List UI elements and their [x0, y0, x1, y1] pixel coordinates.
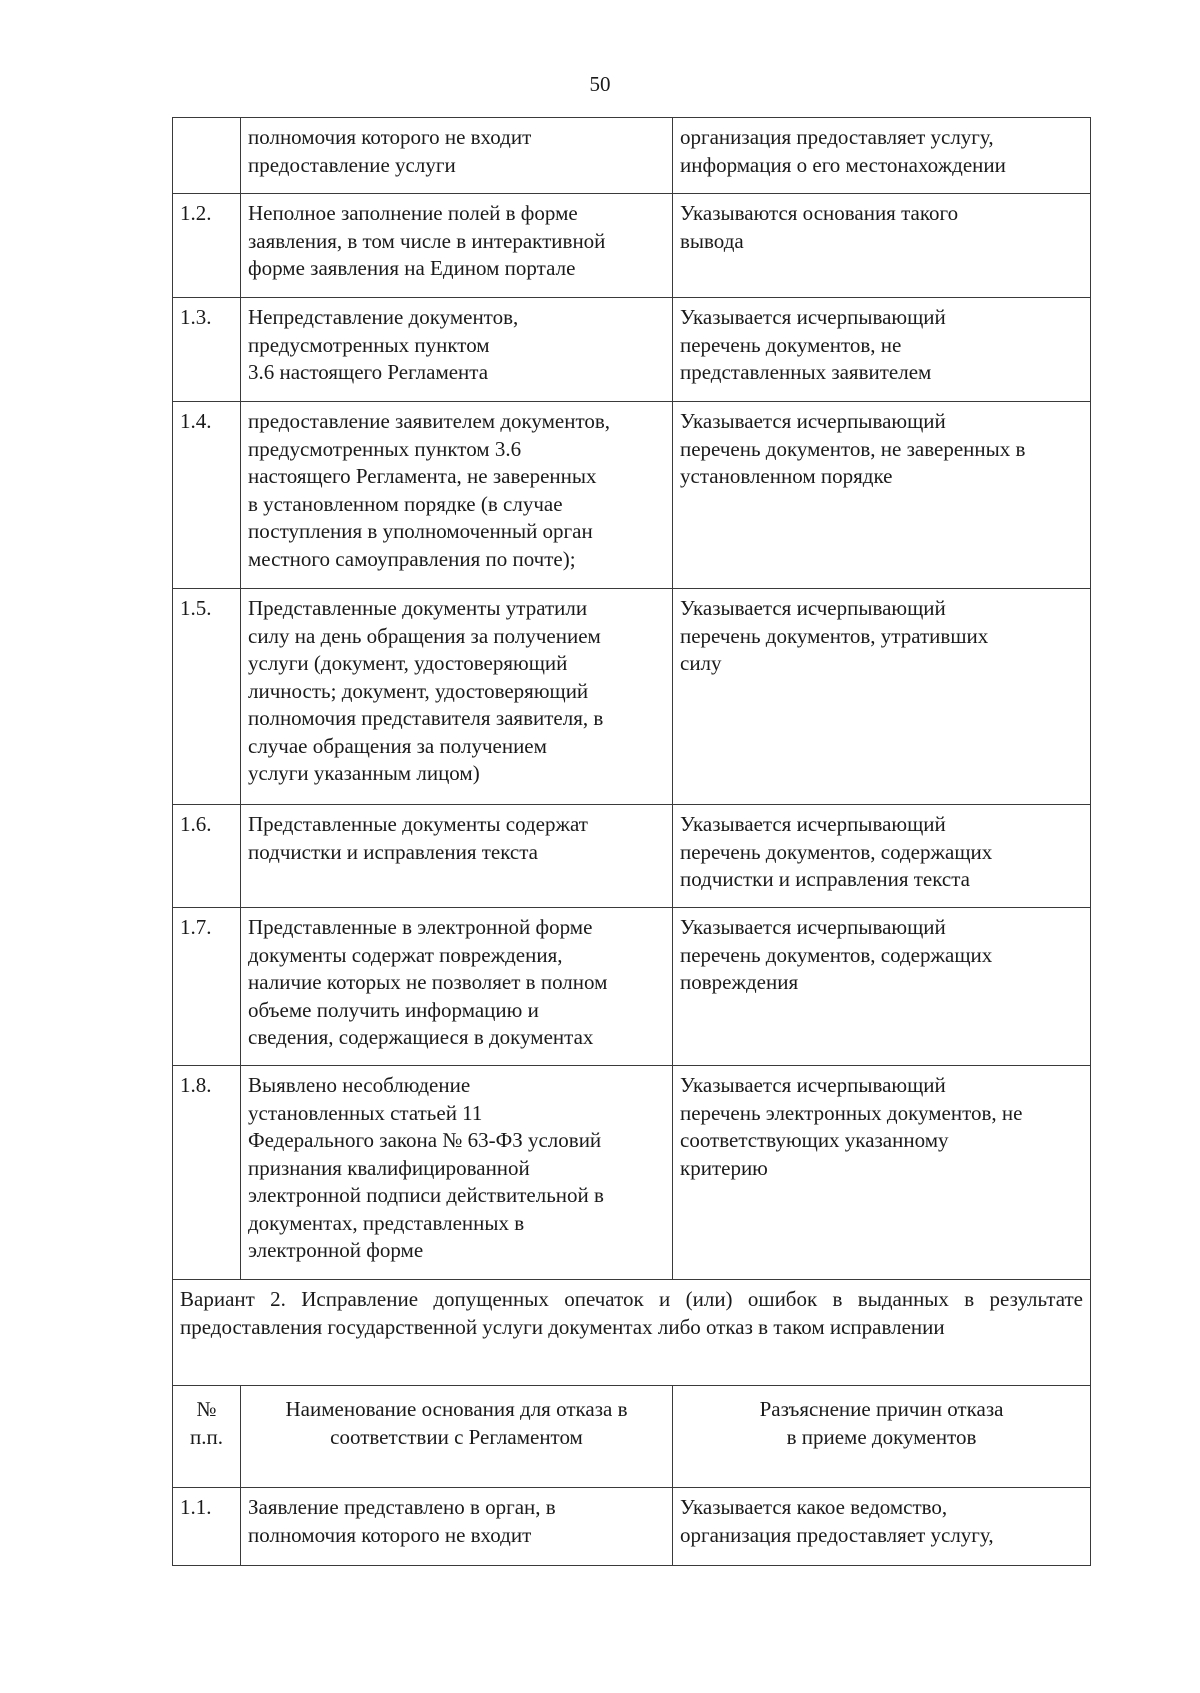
- refusal-reason: Представленные в электронной форме документы содержат повреждения, наличие которых не позволяет в полном объеме получить информацию и сведения, содержащиеся в документах: [241, 908, 673, 1066]
- refusal-explanation: Указываются основания такого вывода: [673, 194, 1091, 298]
- row-number: 1.3.: [173, 298, 241, 402]
- refusal-reason: Представленные документы содержат подчистки и исправления текста: [241, 805, 673, 908]
- refusal-reason: Заявление представлено в орган, в полномочия которого не входит: [241, 1488, 673, 1566]
- table-row: [173, 1066, 1091, 1280]
- refusal-reason: Неполное заполнение полей в форме заявления, в том числе в интерактивной форме заявления на Едином портале: [241, 194, 673, 298]
- refusal-explanation: Указывается исчерпывающий перечень документов, не заверенных в установленном порядке: [673, 402, 1091, 589]
- column-header-explanation: Разъяснение причин отказа в приеме документов: [673, 1386, 1091, 1488]
- variant-2-heading: Вариант 2. Исправление допущенных опечаток и (или) ошибок в выданных в результате предоставления государственной услуги документах либо отказ в таком исправлении: [173, 1280, 1091, 1386]
- table-header-row: [173, 1386, 1091, 1488]
- refusal-grounds-table: [172, 117, 1091, 1566]
- table-row: [173, 805, 1091, 908]
- row-number: 1.6.: [173, 805, 241, 908]
- table-row: [173, 118, 1091, 194]
- page-number: 50: [589, 72, 611, 96]
- table-row: [173, 298, 1091, 402]
- row-number: 1.4.: [173, 402, 241, 589]
- row-number: 1.8.: [173, 1066, 241, 1280]
- table-row: [173, 194, 1091, 298]
- refusal-explanation: Указывается какое ведомство, организация предоставляет услугу,: [673, 1488, 1091, 1566]
- row-number: 1.5.: [173, 589, 241, 805]
- variant-heading-row: [173, 1280, 1091, 1386]
- row-number: 1.2.: [173, 194, 241, 298]
- refusal-reason: предоставление заявителем документов, предусмотренных пунктом 3.6 настоящего Регламента, не заверенных в установленном порядке (в случае поступления в уполномоченный орган местного самоуправления по почте);: [241, 402, 673, 589]
- refusal-reason: Выявлено несоблюдение установленных статьей 11 Федерального закона № 63-ФЗ условий признания квалифицированной электронной подписи действительной в документах, представленных в электронной форме: [241, 1066, 673, 1280]
- refusal-explanation: Указывается исчерпывающий перечень документов, содержащих подчистки и исправления текста: [673, 805, 1091, 908]
- column-header-reason: Наименование основания для отказа в соответствии с Регламентом: [241, 1386, 673, 1488]
- row-number: [173, 118, 241, 194]
- refusal-explanation: организация предоставляет услугу, информация о его местонахождении: [673, 118, 1091, 194]
- table-row: [173, 1488, 1091, 1566]
- refusal-explanation: Указывается исчерпывающий перечень документов, не представленных заявителем: [673, 298, 1091, 402]
- refusal-explanation: Указывается исчерпывающий перечень электронных документов, не соответствующих указанному критерию: [673, 1066, 1091, 1280]
- column-header-number: № п.п.: [173, 1386, 241, 1488]
- table-row: [173, 589, 1091, 805]
- refusal-explanation: Указывается исчерпывающий перечень документов, содержащих повреждения: [673, 908, 1091, 1066]
- refusal-reason: полномочия которого не входит предоставление услуги: [241, 118, 673, 194]
- row-number: 1.7.: [173, 908, 241, 1066]
- refusal-reason: Непредставление документов, предусмотренных пунктом 3.6 настоящего Регламента: [241, 298, 673, 402]
- refusal-reason: Представленные документы утратили силу на день обращения за получением услуги (документ, удостоверяющий личность; документ, удостоверяющий полномочия представителя заявителя, в случае обращения за получением услуги указанным лицом): [241, 589, 673, 805]
- refusal-explanation: Указывается исчерпывающий перечень документов, утративших силу: [673, 589, 1091, 805]
- table-row: [173, 402, 1091, 589]
- table-row: [173, 908, 1091, 1066]
- row-number: 1.1.: [173, 1488, 241, 1566]
